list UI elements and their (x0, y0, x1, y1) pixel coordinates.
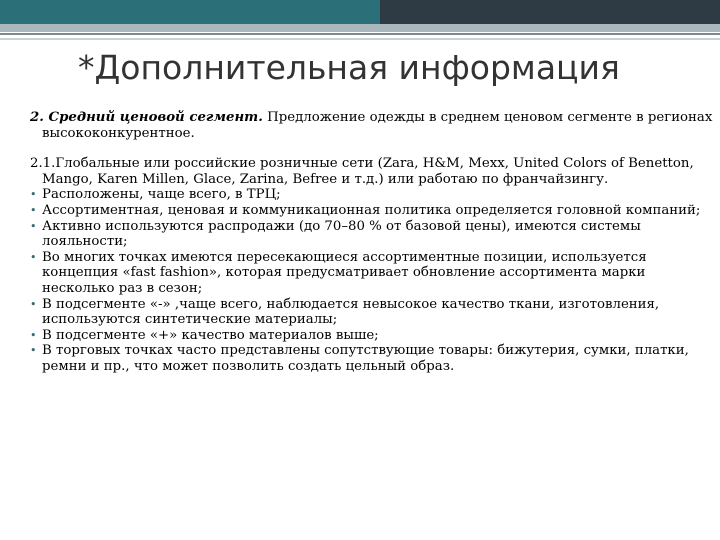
decorative-rule (0, 24, 720, 32)
slide-title: *Дополнительная информация (78, 48, 620, 87)
decorative-rule (0, 38, 720, 40)
intro-text: Предложение одежды в среднем ценовом сегменте в регионах высококонкурентное. (42, 110, 713, 141)
bullet-item: • Во многих точках имеются пересекающиеся ассортиментные позиции, используется концепция «fast fashion», которая предусматривает обновление ассортимента марки несколько раз в сезон; (30, 249, 647, 296)
small-dot-icon: • (30, 188, 37, 202)
top-decoration-bar (0, 0, 720, 24)
bullet-list (30, 187, 714, 374)
small-dot-icon: • (30, 219, 37, 233)
bullet-item: • Активно используются распродажи (до 70–80 % от базовой цены), имеются системы лояльности; (30, 218, 641, 250)
bullet-item: • В подсегменте «-» ,чаще всего, наблюдается невысокое качество ткани, изготовления, используются синтетические материалы; (30, 296, 660, 328)
small-dot-icon: • (30, 328, 37, 342)
intro-heading: 2. Средний ценовой сегмент. (30, 110, 263, 125)
small-dot-icon: • (30, 250, 37, 264)
top-bar-teal-segment (0, 0, 380, 24)
slide-body (30, 110, 714, 375)
intro-paragraph (30, 110, 714, 141)
small-dot-icon: • (30, 203, 37, 217)
decorative-rule (0, 33, 720, 35)
bullet-item: • Ассортиментная, ценовая и коммуникационная политика определяется головной компаний; (30, 202, 701, 218)
bullet-item: • В подсегменте «+» качество материалов выше; (30, 327, 379, 343)
small-dot-icon: • (30, 297, 37, 311)
sub-heading: 2.1.Глобальные или российские розничные сети (Zara, H&M, Mexx, United Colors of Benetton, Mango, Karen Millen, Glace, Zarina, Befree и т.д.) или работаю по франчайзингу. (30, 156, 694, 187)
bullet-item: • Расположены, чаще всего, в ТРЦ; (30, 187, 281, 203)
bullet-item: • В торговых точках часто представлены сопутствующие товары: бижутерия, сумки, платки, ремни и пр., что может позволить создать цельный образ. (30, 343, 689, 374)
small-dot-icon: • (30, 344, 37, 358)
top-bar-dark-segment (380, 0, 720, 24)
